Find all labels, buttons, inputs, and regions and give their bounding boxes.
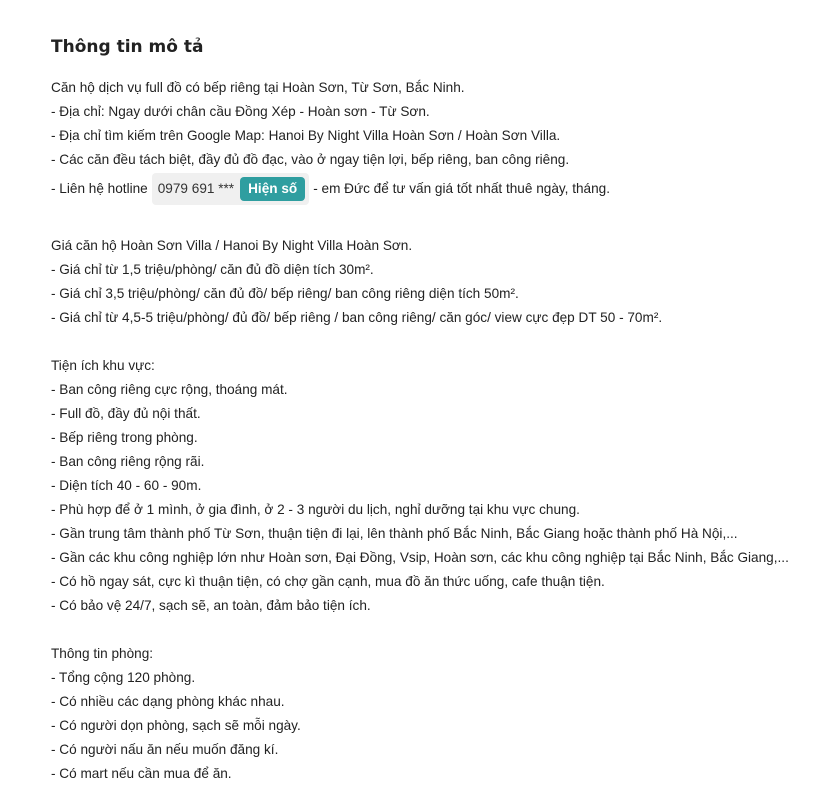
amenity-item: - Full đồ, đầy đủ nội thất. (51, 406, 201, 421)
amenity-item: - Ban công riêng rộng rãi. (51, 454, 205, 469)
hotline-suffix: - em Đức để tư vấn giá tốt nhất thuê ngày, tháng. (313, 181, 611, 196)
description-body (51, 76, 840, 786)
spacer (51, 618, 840, 642)
amenity-item: - Phù hợp để ở 1 mình, ở gia đình, ở 2 - 3 người du lịch, nghỉ dưỡng tại khu vực chung. (51, 502, 580, 517)
map-search-line: - Địa chỉ tìm kiếm trên Google Map: Hanoi By Night Villa Hoàn Sơn / Hoàn Sơn Villa. (51, 128, 561, 143)
amenity-item: - Có hồ ngay sát, cực kì thuận tiện, có chợ gần cạnh, mua đồ ăn thức uống, cafe thuận tiện. (51, 574, 605, 589)
rooms-heading: Thông tin phòng: (51, 646, 154, 661)
amenity-item: - Diện tích 40 - 60 - 90m. (51, 478, 202, 493)
room-item: - Có người dọn phòng, sạch sẽ mỗi ngày. (51, 718, 301, 733)
amenity-item: - Có bảo vệ 24/7, sạch sẽ, an toàn, đảm bảo tiện ích. (51, 598, 371, 613)
amenity-item: - Ban công riêng cực rộng, thoáng mát. (51, 382, 288, 397)
hotline-prefix: - Liên hệ hotline (51, 181, 148, 196)
masked-phone-number: 0979 691 *** (157, 181, 235, 196)
hotline-line (51, 172, 840, 206)
amenity-item: - Gần trung tâm thành phố Từ Sơn, thuận tiện đi lại, lên thành phố Bắc Ninh, Bắc Giang hoặc thành phố Hà Nội,... (51, 526, 738, 541)
amenities-heading: Tiện ích khu vực: (51, 358, 155, 373)
room-item: - Tổng cộng 120 phòng. (51, 670, 196, 685)
pricing-item: - Giá chỉ 3,5 triệu/phòng/ căn đủ đồ/ bếp riêng/ ban công riêng diện tích 50m². (51, 286, 519, 301)
pricing-item: - Giá chỉ từ 1,5 triệu/phòng/ căn đủ đồ diện tích 30m². (51, 262, 374, 277)
pricing-heading: Giá căn hộ Hoàn Sơn Villa / Hanoi By Night Villa Hoàn Sơn. (51, 238, 413, 253)
spacer (51, 330, 840, 354)
room-item: - Có mart nếu cần mua để ăn. (51, 766, 232, 781)
amenity-item: - Gần các khu công nghiệp lớn như Hoàn sơn, Đại Đồng, Vsip, Hoàn sơn, các khu công nghiệp tại Bắc Ninh, Bắc Giang,... (51, 550, 789, 565)
features-line: - Các căn đều tách biệt, đầy đủ đồ đạc, vào ở ngay tiện lợi, bếp riêng, ban công riêng. (51, 152, 570, 167)
phone-reveal-box (152, 173, 309, 205)
room-item: - Có nhiều các dạng phòng khác nhau. (51, 694, 285, 709)
section-title: Thông tin mô tả (51, 37, 204, 57)
amenity-item: - Bếp riêng trong phòng. (51, 430, 198, 445)
room-item: - Có người nấu ăn nếu muốn đăng kí. (51, 742, 279, 757)
description-section (51, 34, 821, 781)
address-line: - Địa chỉ: Ngay dưới chân cầu Đồng Xép - Hoàn sơn - Từ Sơn. (51, 104, 430, 119)
intro-line-1: Căn hộ dịch vụ full đồ có bếp riêng tại Hoàn Sơn, Từ Sơn, Bắc Ninh. (51, 80, 465, 95)
show-phone-button[interactable]: Hiện số (240, 177, 305, 201)
spacer (51, 206, 840, 234)
pricing-item: - Giá chỉ từ 4,5-5 triệu/phòng/ đủ đồ/ bếp riêng / ban công riêng/ căn góc/ view cực đẹp DT 50 - 70m². (51, 310, 663, 325)
